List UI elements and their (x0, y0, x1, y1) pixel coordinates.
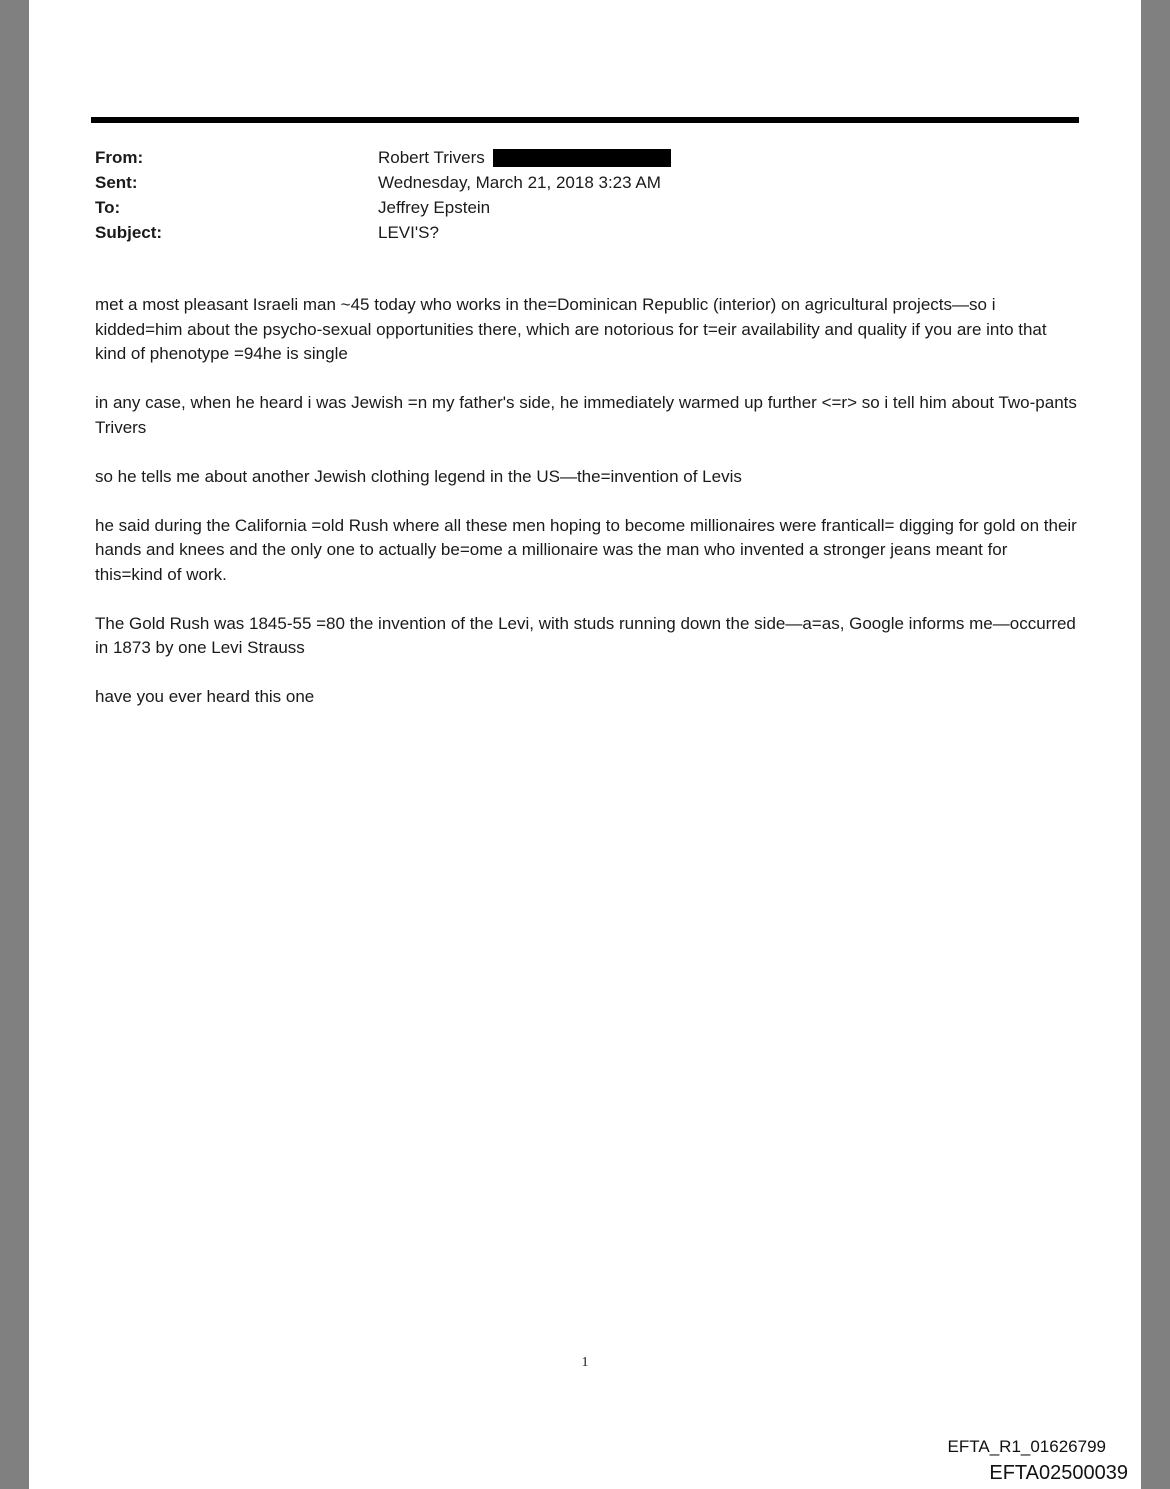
body-paragraph: met a most pleasant Israeli man ~45 today who works in the=Dominican Republic (interior) on agricultural projects—so i kidded=him about the psycho-sexual opportunities there, which are notorious for t=eir availability and quality if you are into that kind of phenotype =94he is single (95, 295, 1047, 363)
subject-label: Subject: (95, 223, 163, 242)
sent-row (95, 170, 1075, 195)
from-label: From: (95, 148, 144, 167)
sent-label: Sent: (95, 173, 138, 192)
body-paragraph: in any case, when he heard i was Jewish =n my father's side, he immediately warmed up further <=r> so i tell him about Two-pants Trivers (95, 393, 1077, 437)
from-value: Robert Trivers (378, 148, 485, 167)
body-paragraph: have you ever heard this one (95, 687, 315, 706)
header-rule (91, 117, 1079, 123)
body-paragraph: he said during the California =old Rush where all these men hoping to become millionaires were franticall= digging for gold on their hands and knees and the only one to actually be=ome a millionaire was the man who invented a stronger jeans meant for this=kind of work. (95, 515, 1077, 584)
bates-stamp-secondary: EFTA02500039 (989, 1462, 1128, 1484)
from-row (95, 145, 1075, 170)
to-row (95, 195, 1075, 220)
body-paragraph: The Gold Rush was 1845-55 =80 the invention of the Levi, with studs running down the side—a=as, Google informs me—occurred in 1873 by one Levi Strauss (95, 613, 1076, 657)
to-label: To: (95, 198, 121, 217)
subject-row (95, 220, 1075, 245)
email-header (95, 145, 1075, 245)
email-body (95, 293, 1077, 734)
subject-value: LEVI'S? (378, 223, 439, 242)
redaction-block (493, 149, 671, 167)
body-paragraph: so he tells me about another Jewish clothing legend in the US—the=invention of Levis (95, 466, 742, 486)
bates-stamp-primary: EFTA_R1_01626799 (947, 1437, 1106, 1456)
document-page (29, 0, 1141, 1489)
sent-value: Wednesday, March 21, 2018 3:23 AM (378, 173, 661, 192)
page-number: 1 (581, 1355, 589, 1370)
to-value: Jeffrey Epstein (378, 198, 491, 217)
